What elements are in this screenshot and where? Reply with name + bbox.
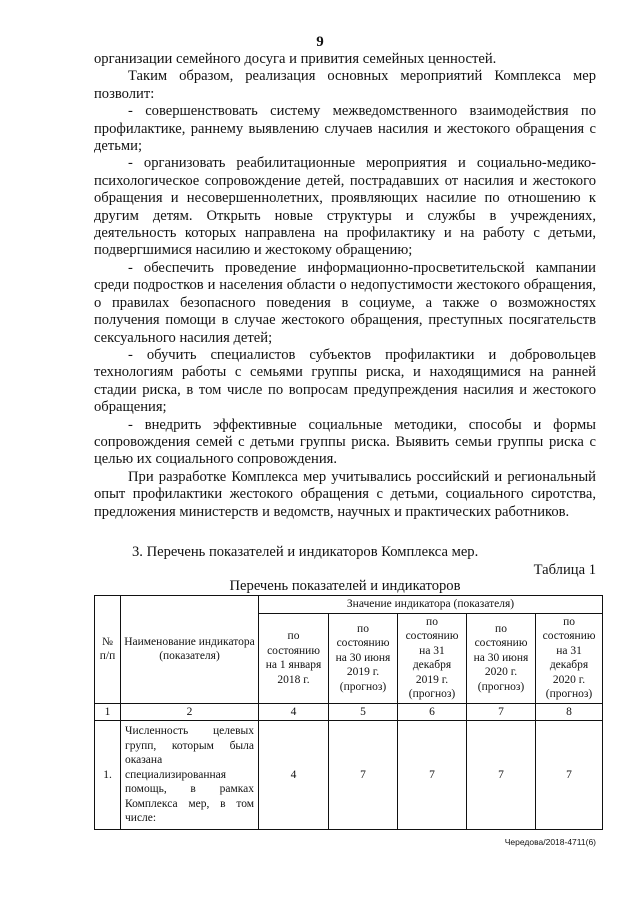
table-title: Перечень показателей и индикаторов <box>229 578 461 594</box>
table-label: Таблица 1 <box>533 562 596 578</box>
paragraph-bullet-4: - обучить специалистов субъектов профилактики и добровольцев технологиям работы с семьями группы риска, и находящимися на ранней стадии риска, в том числе по вопросам предупреждения насилия и жестокого обращения; <box>94 346 596 416</box>
index-cell: 8 <box>536 703 603 721</box>
col-header-value: по состоянию на 30 июня 2020 г. (прогноз) <box>467 613 536 703</box>
row-value: 7 <box>398 721 467 830</box>
col-header-value: по состоянию на 1 января 2018 г. <box>259 613 329 703</box>
paragraph-bullet-2: - организовать реабилитационные мероприятия и социально-медико-психологическое сопровождение детей, пострадавших от насилия и жестокого обращения и несовершеннолетних, проявляющих насилие по отношению к другим детям. Открыть новые структуры и службы в учреждениях, деятельность которых направлена на профилактику и на работу с детьми, подвергшимися насилию и жестокому обращению; <box>94 155 596 259</box>
index-cell: 6 <box>398 703 467 721</box>
index-cell: 1 <box>95 703 121 721</box>
col-header-value: по состоянию на 31 декабря 2020 г. (прогноз) <box>536 613 603 703</box>
paragraph-bullet-1: - совершенствовать систему межведомственного взаимодействия по профилактике, раннему выявлению случаев насилия и жестокого обращения с детьми; <box>94 103 596 155</box>
index-cell: 4 <box>259 703 329 721</box>
table-row <box>95 721 603 830</box>
index-cell: 5 <box>329 703 398 721</box>
paragraph-bullet-3: - обеспечить проведение информационно-просветительской кампании среди подростков и населения области о недопустимости жестокого обращения, о правилах безопасного поведения в социуме, а также о возможностях получения помощи в случае жестокого обращения, преступных посягательств сексуального насилия детей; <box>94 259 596 346</box>
table-index-row <box>95 703 603 721</box>
col-header-number: № п/п <box>95 596 121 704</box>
paragraph-bullet-5: - внедрить эффективные социальные методики, способы и формы сопровождения семей с детьми группы риска. Выявить семьи группы риска с целью их социального сопровождения. <box>94 416 596 468</box>
paragraph-conclusion: При разработке Комплекса мер учитывались российский и региональный опыт профилактики жестокого обращения с детьми, социального сиротства, предложения министерств и ведомств, научных и практических работников. <box>94 468 596 520</box>
col-header-value: по состоянию на 30 июня 2019 г. (прогноз) <box>329 613 398 703</box>
row-value: 7 <box>467 721 536 830</box>
body-text <box>94 51 596 521</box>
section-heading: 3. Перечень показателей и индикаторов Комплекса мер. <box>132 544 479 560</box>
row-name: Численность целевых групп, которым была оказана специализированная помощь, в рамках Комплекса мер, в том числе: <box>121 721 259 830</box>
paragraph-summary: Таким образом, реализация основных мероприятий Комплекса мер позволит: <box>94 68 596 102</box>
document-footer: Чередова/2018-4711(6) <box>504 837 596 847</box>
index-cell: 2 <box>121 703 259 721</box>
row-value: 7 <box>329 721 398 830</box>
page-number: 9 <box>316 34 324 50</box>
row-number: 1. <box>95 721 121 830</box>
row-value: 4 <box>259 721 329 830</box>
col-header-group: Значение индикатора (показателя) <box>259 596 603 614</box>
row-value: 7 <box>536 721 603 830</box>
paragraph-intro: организации семейного досуга и привития семейных ценностей. <box>94 51 497 67</box>
col-header-value: по состоянию на 31 декабря 2019 г. (прогноз) <box>398 613 467 703</box>
index-cell: 7 <box>467 703 536 721</box>
col-header-name: Наименование индикатора (показателя) <box>121 596 259 704</box>
table-header-row <box>95 596 603 614</box>
indicators-table <box>94 595 603 830</box>
